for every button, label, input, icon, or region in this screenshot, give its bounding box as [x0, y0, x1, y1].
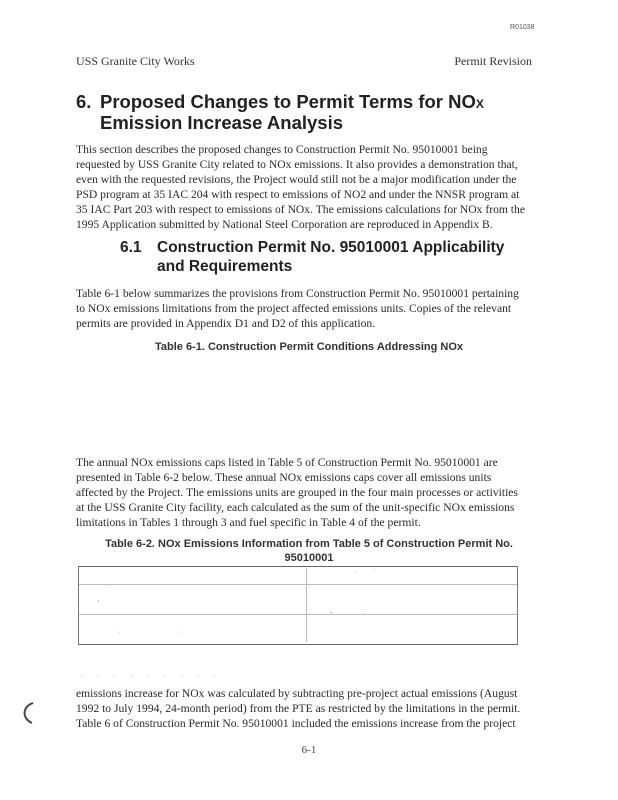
table-rule [78, 584, 308, 585]
text-line: requested by USS Granite City related to NOx emissions. It also provides a demonstration that, [76, 158, 518, 171]
section-6-title-text: Proposed Changes to Permit Terms for NO [100, 91, 476, 112]
section-6-1-title-line1: Construction Permit No. 95010001 Applicability [157, 239, 505, 256]
text-line: even with the requested revisions, the Project would still not be a major modification under the [76, 173, 517, 186]
section-6-title-subscript: X [475, 97, 484, 111]
text-line: 1992 to July 1994, 24-month period) from the PTE as restricted by the limitations in the permit. [76, 702, 521, 715]
paragraph-annual-caps [76, 455, 518, 530]
text-line: 35 IAC Part 203 with respect to emissions of NOx. The emissions calculations for NOx from the [76, 203, 525, 216]
header-right: Permit Revision [454, 54, 532, 68]
table-6-2-caption [0, 537, 618, 565]
paragraph-intro [76, 142, 525, 232]
section-6-number: 6. [76, 91, 92, 112]
faded-mark: · [108, 582, 111, 589]
text-line: PSD program at 35 IAC 204 with respect to emissions of NO2 and under the NNSR program at [76, 188, 520, 201]
text-line: at the USS Granite City facility, each calculated as the sum of the unit-specific NOx emissions [76, 501, 515, 514]
faded-mark: · [178, 629, 181, 636]
table-6-1-caption: Table 6-1. Construction Permit Conditions Addressing NOx [154, 341, 464, 353]
faded-mark: - [330, 610, 333, 617]
text-line: Table 6 of Construction Permit No. 95010001 included the emissions increase from the project [76, 717, 516, 730]
faded-mark: ' [98, 600, 100, 607]
paragraph-emissions-increase [76, 686, 520, 731]
text-line: Table 6-1 below summarizes the provisions from Construction Permit No. 95010001 pertaining [76, 287, 519, 300]
paragraph-table-6-1-intro [76, 286, 519, 331]
section-6-1-number: 6.1 [120, 239, 142, 256]
table-rule [78, 566, 79, 644]
section-6-1-title-line2: and Requirements [157, 258, 293, 275]
text-line: affected by the Project. The emissions units are grouped in the four main processes or activities [76, 486, 518, 499]
faded-mark: · [364, 610, 367, 617]
faded-mark: · [118, 629, 121, 636]
faded-mark: ˙ [374, 570, 377, 577]
table-rule [78, 614, 518, 615]
table-rule [306, 568, 307, 642]
binder-hole-mark [18, 700, 36, 726]
text-line: to NOx emissions limitations from the project affected emissions units. Copies of the relevant [76, 302, 512, 315]
page-code: R01038 [510, 24, 535, 31]
table-6-2-faded-grid [78, 566, 518, 656]
section-6-title-line2: Emission Increase Analysis [100, 112, 344, 133]
table-rule [78, 644, 518, 645]
table-6-2-caption-line2: 95010001 [284, 552, 334, 564]
table-rule [517, 566, 518, 644]
header-left: USS Granite City Works [76, 54, 195, 68]
table-rule [308, 584, 518, 585]
page-number: 6-1 [301, 744, 317, 756]
text-line: The annual NOx emissions caps listed in Table 5 of Construction Permit No. 95010001 are [76, 456, 498, 469]
text-line: emissions increase for NOx was calculated by subtracting pre-project actual emissions (August [76, 687, 518, 700]
table-6-2-caption-line1: Table 6-2. NOx Emissions Information from Table 5 of Construction Permit No. [105, 538, 513, 550]
faded-row-fragments: · · · · · · · · · [80, 672, 222, 681]
text-line: This section describes the proposed changes to Construction Permit No. 95010001 being [76, 143, 488, 156]
table-rule [78, 566, 518, 567]
text-line: limitations in Tables 1 through 3 and fuel specific in Table 4 of the permit. [76, 516, 421, 529]
faded-mark: · [354, 569, 357, 576]
text-line: presented in Table 6-2 below. These annual NOx emissions caps cover all emissions units [76, 471, 492, 484]
text-line: permits are provided in Appendix D1 and D2 of this application. [76, 317, 376, 330]
text-line: 1995 Application submitted by National Steel Corporation are reproduced in Appendix B. [76, 218, 493, 231]
